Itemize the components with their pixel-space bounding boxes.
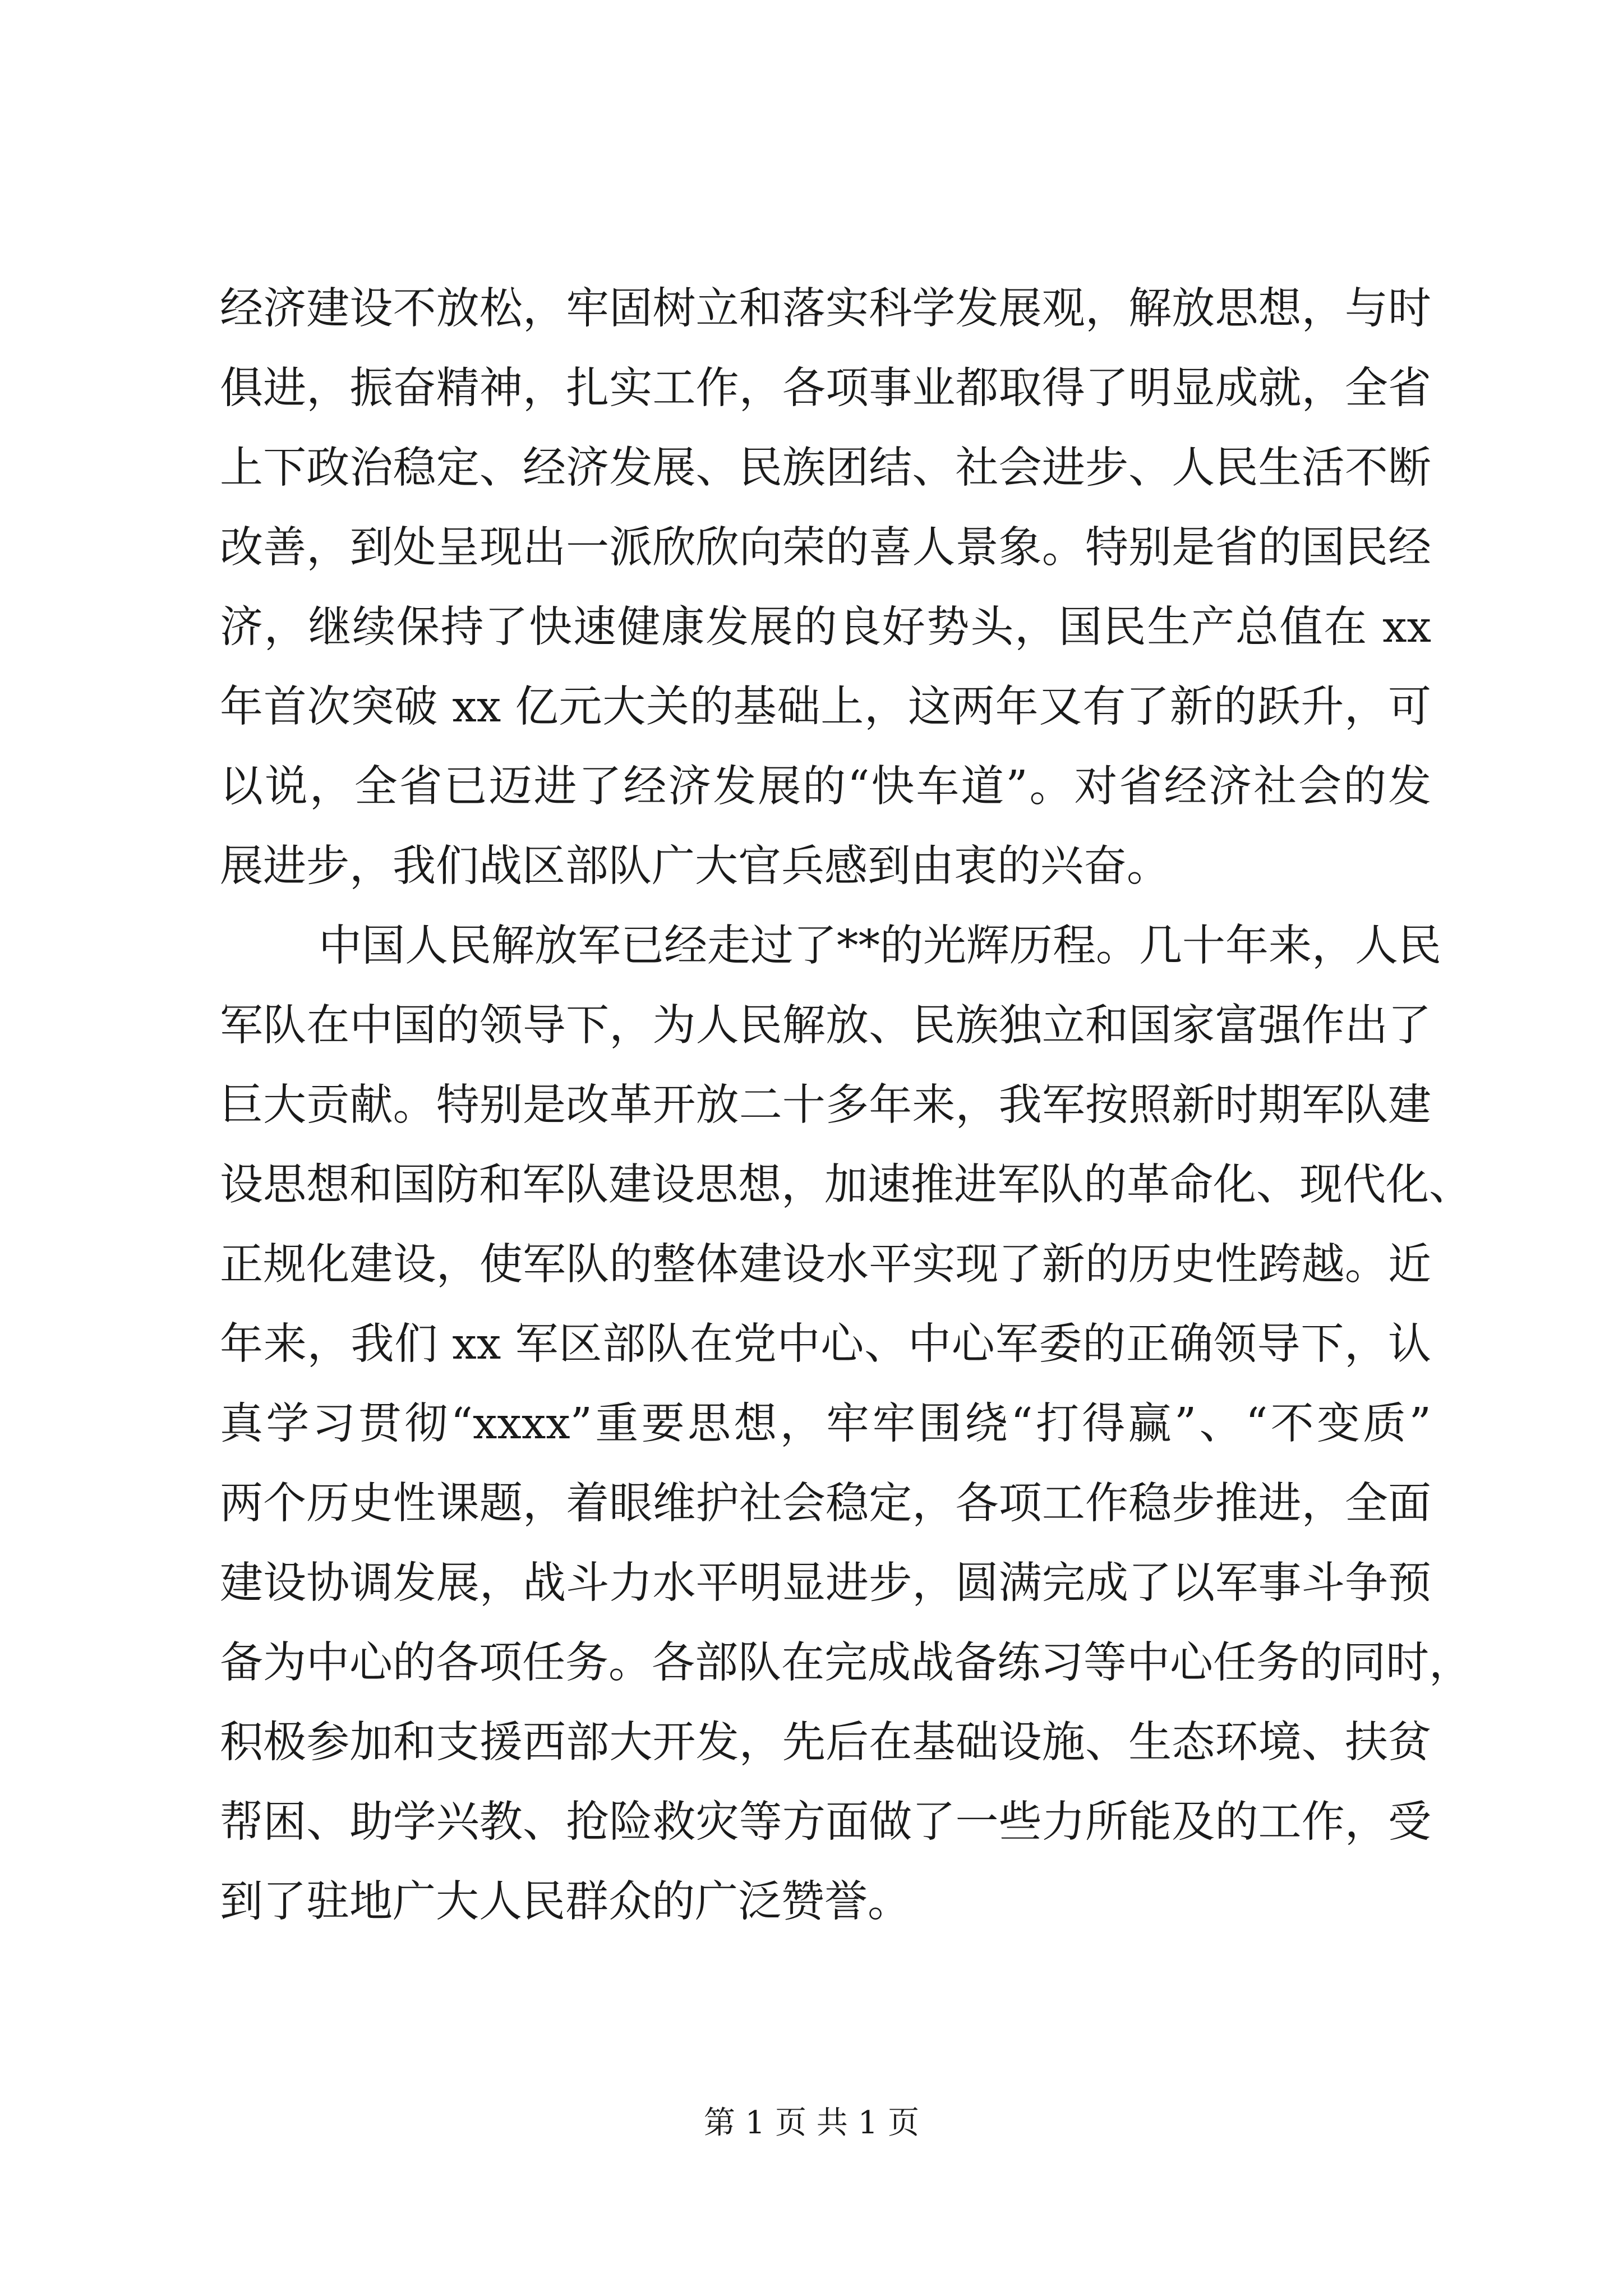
text-line: 改善，到处呈现出一派欣欣向荣的喜人景象。特别是省的国民经 [220,523,1431,573]
text-line: 正规化建设，使军队的整体建设水平实现了新的历史性跨越。近 [220,1240,1431,1290]
text-line: 经济建设不放松，牢固树立和落实科学发展观，解放思想，与时 [220,284,1431,334]
text-line: 年首次突破 xx 亿元大关的基础上，这两年又有了新的跃升，可 [220,682,1431,732]
text-line: 展进步，我们战区部队广大官兵感到由衷的兴奋。 [220,841,1170,891]
text-line: 到了驻地广大人民群众的广泛赞誉。 [220,1877,911,1927]
text-line: 俱进，振奋精神，扎实工作，各项事业都取得了明显成就，全省 [220,364,1431,413]
text-line: 备为中心的各项任务。各部队在完成战备练习等中心任务的同时， [220,1638,1472,1688]
text-line: 年来，我们 xx 军区部队在党中心、中心军委的正确领导下，认 [220,1319,1431,1369]
paragraph-2 [220,907,1472,1942]
text-line: 帮困、助学兴教、抢险救灾等方面做了一些力所能及的工作，受 [220,1797,1431,1847]
paragraph-1 [220,269,1431,907]
page-number-footer: 第 1 页 共 1 页 [703,2105,920,2141]
text-line: 两个历史性课题，着眼维护社会稳定，各项工作稳步推进，全面 [220,1479,1431,1529]
text-line: 中国人民解放军已经走过了**的光辉历程。几十年来，人民 [319,921,1441,971]
text-line: 积极参加和支援西部大开发，先后在基础设施、生态环境、扶贫 [220,1718,1431,1768]
text-line: 巨大贡献。特别是改革开放二十多年来，我军按照新时期军队建 [220,1080,1431,1130]
text-line: 以说，全省已迈进了经济发展的“快车道”。对省经济社会的发 [220,762,1431,812]
text-line: 建设协调发展，战斗力水平明显进步，圆满完成了以军事斗争预 [220,1558,1431,1608]
text-line: 真学习贯彻“xxxx”重要思想，牢牢围绕“打得赢”、“不变质” [220,1399,1431,1449]
document-body [220,269,1472,1942]
text-line: 军队在中国的领导下，为人民解放、民族独立和国家富强作出了 [220,1001,1431,1051]
text-line: 上下政治稳定、经济发展、民族团结、社会进步、人民生活不断 [220,443,1431,493]
text-line: 设思想和国防和军队建设思想，加速推进军队的革命化、现代化、 [220,1160,1472,1210]
text-line: 济，继续保持了快速健康发展的良好势头，国民生产总值在 xx [220,602,1431,652]
